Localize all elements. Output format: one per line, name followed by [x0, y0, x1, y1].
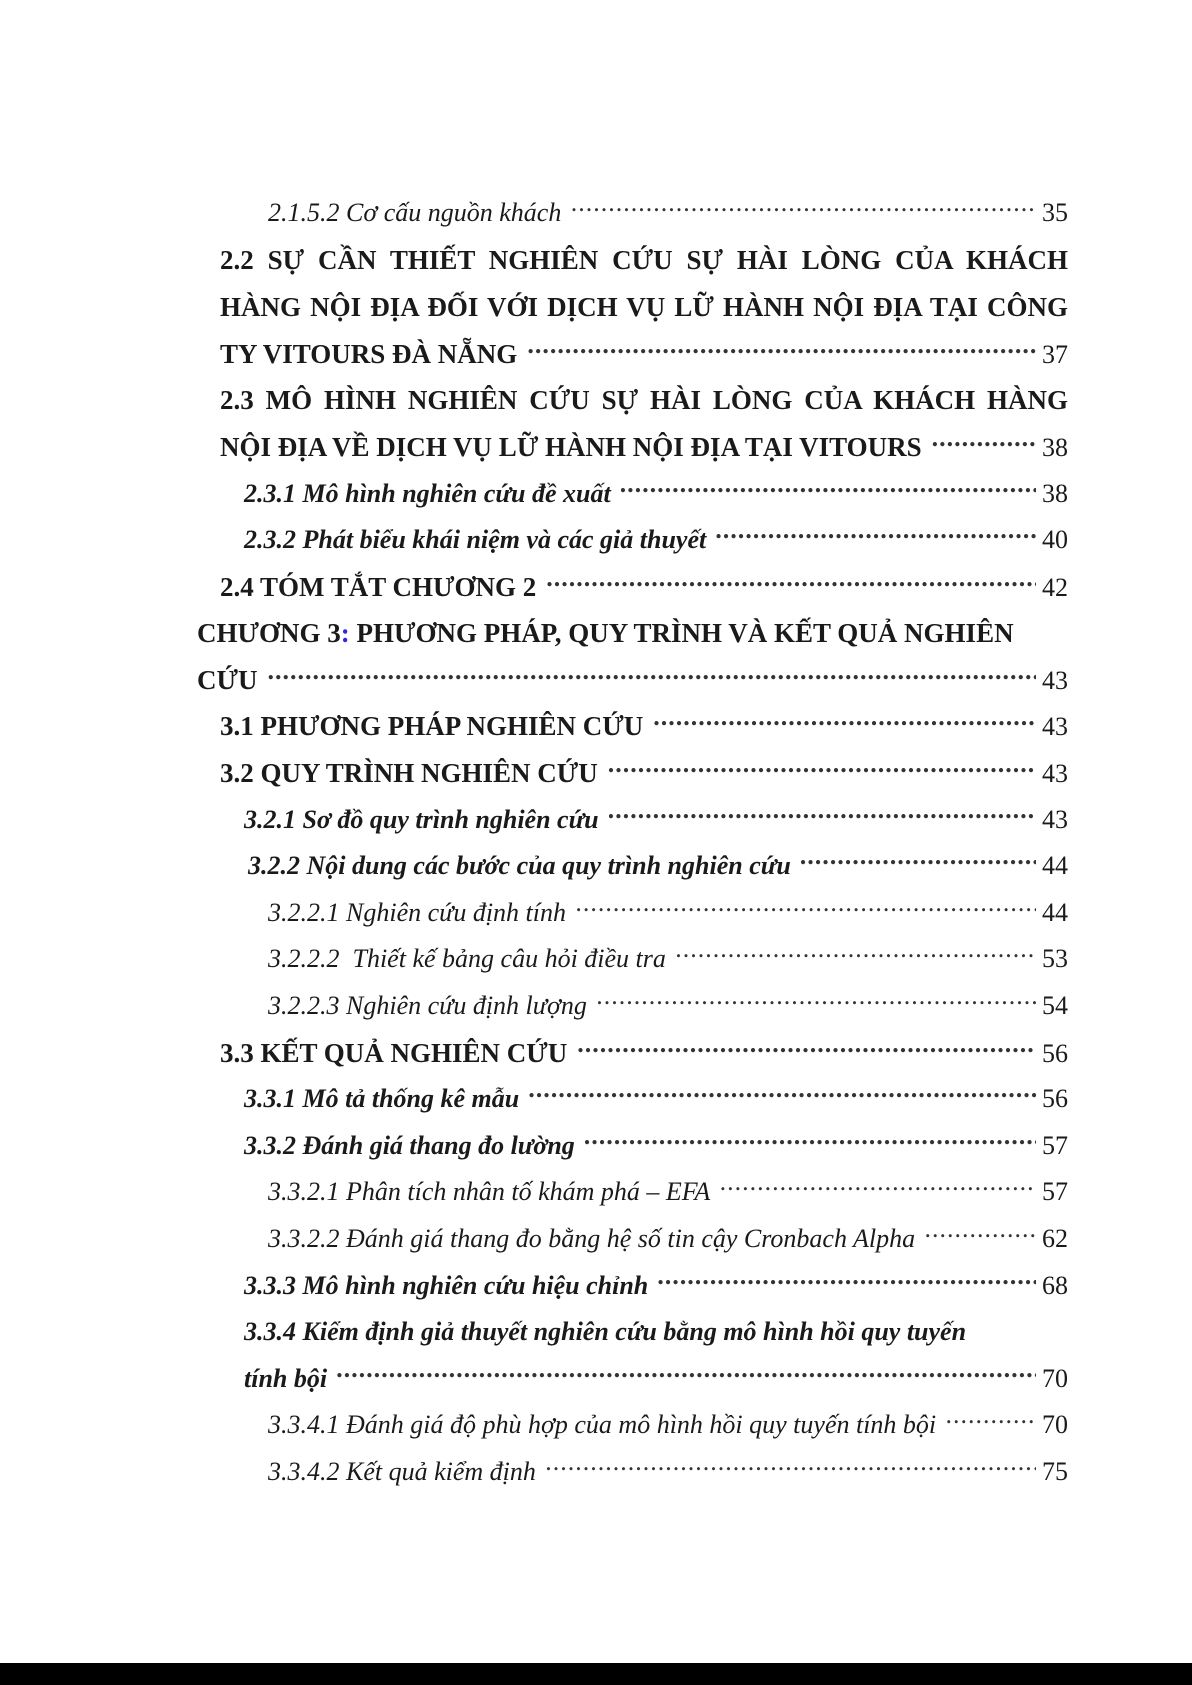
chapter-label: CHƯƠNG 3	[197, 618, 341, 648]
toc-entry-title: NỘI ĐỊA VỀ DỊCH VỤ LỮ HÀNH NỘI ĐỊA TẠI VITOURS	[220, 432, 922, 462]
dot-leader	[268, 662, 1037, 689]
dot-leader	[597, 988, 1036, 1014]
dot-leader	[577, 1035, 1036, 1062]
toc-entry-page: 75	[1042, 1457, 1068, 1486]
dot-leader	[658, 1268, 1036, 1294]
toc-entry-3-3-3[interactable]	[244, 1266, 1068, 1306]
toc-entry-page: 44	[1042, 898, 1068, 927]
toc-entry-title: 3.3.3 Mô hình nghiên cứu hiệu chỉnh	[244, 1271, 649, 1300]
toc-entry-title: 3.2.2 Nội dung các bước của quy trình nghiên cứu	[248, 851, 791, 880]
toc-entry-3-3-2[interactable]	[244, 1126, 1068, 1166]
toc-entry-title: 2.2 SỰ CẦN THIẾT NGHIÊN CỨU SỰ HÀI LÒNG CỦA KHÁCH	[220, 245, 1068, 275]
toc-entry-page: 38	[1042, 433, 1068, 462]
dot-leader	[546, 569, 1036, 596]
dot-leader	[576, 895, 1036, 921]
dot-leader	[720, 1174, 1036, 1200]
toc-entry-title: 3.3.2.2 Đánh giá thang đo bằng hệ số tin cậy Cronbach Alpha	[268, 1224, 916, 1253]
toc-entry-page: 62	[1042, 1224, 1068, 1253]
page-bottom-bar	[0, 1663, 1192, 1685]
dot-leader	[337, 1361, 1036, 1387]
toc-entry-title: 3.1 PHƯƠNG PHÁP NGHIÊN CỨU	[220, 711, 644, 741]
chapter-title-rest: PHƯƠNG PHÁP, QUY TRÌNH VÀ KẾT QUẢ NGHIÊN	[349, 618, 1014, 648]
toc-entry-chapter-3-line1[interactable]	[197, 613, 1068, 653]
toc-entry-title: 3.2 QUY TRÌNH NGHIÊN CỨU	[220, 758, 598, 788]
toc-entry-2-3-2[interactable]	[244, 520, 1068, 560]
toc-entry-page: 43	[1042, 666, 1068, 695]
toc-entry-title: 3.3 KẾT QUẢ NGHIÊN CỨU	[220, 1038, 568, 1068]
toc-entry-title: CỨU	[197, 665, 258, 695]
toc-entry-title: 3.2.2.2 Thiết kế bảng câu hỏi điều tra	[268, 944, 666, 973]
dot-leader	[571, 195, 1036, 221]
toc-entry-chapter-3[interactable]	[197, 660, 1068, 700]
toc-entry-2-1-5-2[interactable]	[268, 193, 1068, 233]
toc-entry-title: 2.1.5.2 Cơ cấu nguồn khách	[268, 198, 562, 227]
toc-entry-3-3-4[interactable]	[244, 1359, 1068, 1399]
toc-entry-title: 3.2.1 Sơ đồ quy trình nghiên cứu	[244, 805, 599, 834]
toc-entry-title: 3.3.2 Đánh giá thang đo lường	[244, 1131, 575, 1160]
toc-entry-2-3-line1[interactable]	[220, 380, 1068, 420]
toc-entry-3-2-2-2[interactable]	[268, 939, 1068, 979]
toc-entry-3-3[interactable]	[220, 1033, 1068, 1073]
toc-entry-3-2-2-3[interactable]	[268, 986, 1068, 1026]
toc-entry-page: 57	[1042, 1131, 1068, 1160]
dot-leader	[932, 429, 1036, 456]
toc-entry-page: 56	[1042, 1039, 1068, 1068]
toc-entry-title: 3.2.2.1 Nghiên cứu định tính	[268, 898, 566, 927]
toc-entry-title: 2.3 MÔ HÌNH NGHIÊN CỨU SỰ HÀI LÒNG CỦA KHÁCH HÀNG	[220, 385, 1068, 415]
chapter-colon: :	[340, 618, 350, 648]
toc-entry-page: 57	[1042, 1177, 1068, 1206]
dot-leader	[801, 848, 1036, 874]
toc-entry-3-2[interactable]	[220, 753, 1068, 793]
toc-entry-page: 44	[1042, 851, 1068, 880]
toc-entry-3-3-4-2[interactable]	[268, 1452, 1068, 1492]
toc-entry-3-2-1[interactable]	[244, 800, 1068, 840]
toc-entry-2-4[interactable]	[220, 567, 1068, 607]
toc-entry-page: 43	[1042, 759, 1068, 788]
toc-entry-title: 3.2.2.3 Nghiên cứu định lượng	[268, 991, 587, 1020]
toc-entry-page: 53	[1042, 944, 1068, 973]
dot-leader	[527, 336, 1036, 363]
toc-entry-title: TY VITOURS ĐÀ NẴNG	[220, 339, 518, 369]
toc-entry-2-2-line1[interactable]	[220, 240, 1068, 280]
dot-leader	[946, 1407, 1036, 1433]
toc-entry-page: 42	[1042, 573, 1068, 602]
toc-entry-title: tính bội	[244, 1364, 328, 1393]
chapter-title-line1	[197, 613, 1014, 653]
dot-leader	[585, 1128, 1036, 1154]
toc-entry-title: 3.3.4.1 Đánh giá độ phù hợp của mô hình hồi quy tuyến tính bội	[268, 1410, 937, 1439]
toc-entry-page: 56	[1042, 1084, 1068, 1113]
toc-entry-title: 2.3.1 Mô hình nghiên cứu đề xuất	[244, 479, 611, 508]
toc-entry-page: 70	[1042, 1364, 1068, 1393]
toc-entry-3-1[interactable]	[220, 706, 1068, 746]
dot-leader	[529, 1081, 1036, 1107]
toc-entry-2-3-1[interactable]	[244, 474, 1068, 514]
toc-entry-3-3-1[interactable]	[244, 1079, 1068, 1119]
toc-entry-3-3-2-1[interactable]	[268, 1172, 1068, 1212]
toc-entry-page: 38	[1042, 479, 1068, 508]
dot-leader	[546, 1454, 1036, 1480]
toc-entry-title: 3.3.4 Kiểm định giả thuyết nghiên cứu bằng mô hình hồi quy tuyến	[244, 1317, 967, 1346]
toc-entry-3-2-2-1[interactable]	[268, 893, 1068, 933]
toc-entry-2-2-line2[interactable]	[220, 287, 1068, 327]
toc-entry-title: 3.3.2.1 Phân tích nhân tố khám phá – EFA	[268, 1177, 711, 1206]
dot-leader	[716, 522, 1036, 548]
toc-entry-page: 35	[1042, 198, 1068, 227]
dot-leader	[609, 802, 1036, 828]
toc-entry-title: 3.3.4.2 Kết quả kiểm định	[268, 1457, 536, 1486]
toc-entry-page: 43	[1042, 805, 1068, 834]
toc-entry-3-2-2[interactable]	[248, 846, 1068, 886]
toc-entry-page: 70	[1042, 1410, 1068, 1439]
dot-leader	[653, 708, 1036, 735]
toc-entry-page: 43	[1042, 712, 1068, 741]
toc-entry-2-2[interactable]	[220, 334, 1068, 374]
toc-entry-3-3-2-2[interactable]	[268, 1219, 1068, 1259]
dot-leader	[676, 941, 1036, 967]
toc-entry-page: 40	[1042, 525, 1068, 554]
toc-entry-2-3[interactable]	[220, 427, 1068, 467]
toc-entry-title: 2.4 TÓM TẮT CHƯƠNG 2	[220, 572, 537, 602]
toc-entry-title: 2.3.2 Phát biểu khái niệm và các giả thuyết	[244, 525, 707, 554]
dot-leader	[608, 755, 1036, 782]
toc-entry-title: HÀNG NỘI ĐỊA ĐỐI VỚI DỊCH VỤ LỮ HÀNH NỘI ĐỊA TẠI CÔNG	[220, 292, 1068, 322]
toc-entry-3-3-4-1[interactable]	[268, 1405, 1068, 1445]
toc-entry-title: 3.3.1 Mô tả thống kê mẫu	[244, 1084, 520, 1113]
toc-entry-3-3-4-line1[interactable]	[244, 1312, 1068, 1352]
dot-leader	[621, 476, 1036, 502]
toc-entry-page: 37	[1042, 340, 1068, 369]
toc-entry-page: 68	[1042, 1271, 1068, 1300]
toc-entry-page: 54	[1042, 991, 1068, 1020]
dot-leader	[925, 1221, 1036, 1247]
